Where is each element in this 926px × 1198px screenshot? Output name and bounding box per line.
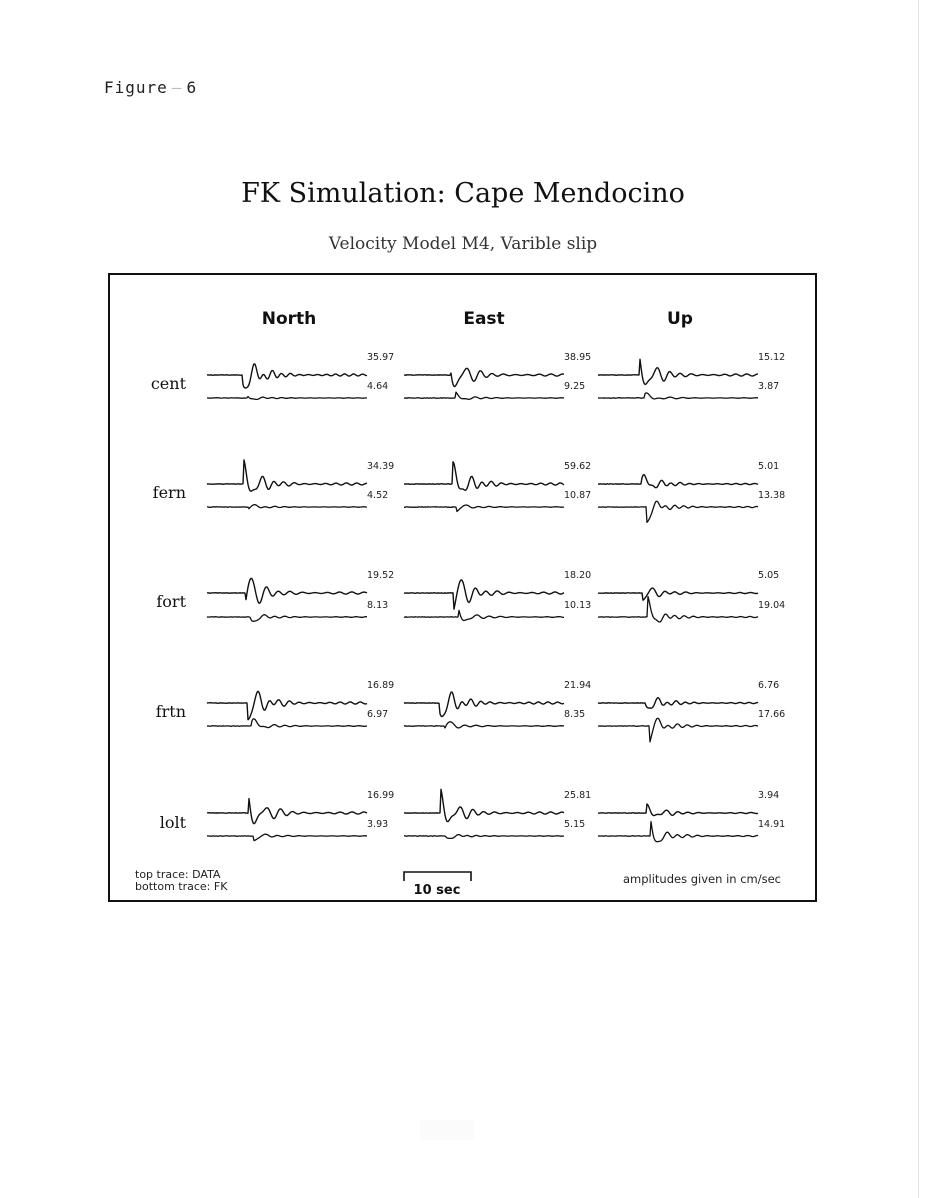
fk-peak-label: 13.38 xyxy=(758,490,786,501)
fk-trace-fern-north xyxy=(207,505,367,509)
amplitude-note: amplitudes given in cm/sec xyxy=(622,872,782,886)
data-trace-cent-up xyxy=(598,359,758,384)
scale-bar-label: 10 sec xyxy=(413,883,461,898)
fk-peak-label: 3.93 xyxy=(367,819,389,830)
fk-trace-fort-north xyxy=(207,615,367,622)
data-peak-label: 19.52 xyxy=(367,570,395,581)
data-peak-label: 6.76 xyxy=(758,680,780,691)
station-label-frtn: frtn xyxy=(155,702,186,721)
fk-trace-fern-up xyxy=(598,501,758,522)
fk-peak-label: 19.04 xyxy=(758,600,786,611)
data-trace-fern-north xyxy=(207,460,367,491)
station-label-cent: cent xyxy=(150,374,186,393)
data-trace-frtn-up xyxy=(598,698,758,709)
data-peak-label: 35.97 xyxy=(367,352,395,363)
fk-trace-fort-east xyxy=(404,610,564,620)
data-peak-label: 34.39 xyxy=(367,461,395,472)
data-peak-label: 5.05 xyxy=(758,570,780,581)
data-peak-label: 16.89 xyxy=(367,680,395,691)
fk-trace-fern-east xyxy=(404,505,564,512)
data-trace-fern-up xyxy=(598,475,758,488)
fk-trace-lolt-east xyxy=(404,835,564,839)
fk-trace-lolt-north xyxy=(207,834,367,840)
fk-trace-fort-up xyxy=(598,597,758,623)
data-trace-fort-up xyxy=(598,588,758,600)
legend-top-trace: top trace: DATA xyxy=(135,868,221,881)
data-peak-label: 59.62 xyxy=(564,461,592,472)
data-trace-cent-east xyxy=(404,368,564,386)
station-label-lolt: lolt xyxy=(159,813,186,832)
fk-peak-label: 10.87 xyxy=(564,490,592,501)
fk-trace-lolt-up xyxy=(598,822,758,842)
data-peak-label: 3.94 xyxy=(758,790,780,801)
data-trace-cent-north xyxy=(207,364,367,388)
data-trace-frtn-north xyxy=(207,691,367,719)
data-trace-fern-east xyxy=(404,462,564,491)
data-trace-lolt-east xyxy=(404,789,564,821)
fk-peak-label: 14.91 xyxy=(758,819,786,830)
data-trace-fort-east xyxy=(404,580,564,609)
fk-trace-cent-north xyxy=(207,397,367,400)
data-trace-lolt-north xyxy=(207,799,367,824)
station-label-fern: fern xyxy=(152,483,186,502)
data-peak-label: 16.99 xyxy=(367,790,395,801)
fk-trace-cent-east xyxy=(404,392,564,399)
data-peak-label: 5.01 xyxy=(758,461,780,472)
fk-trace-frtn-east xyxy=(404,722,564,728)
station-label-fort: fort xyxy=(156,592,186,611)
component-header-north: North xyxy=(261,309,317,329)
fk-peak-label: 9.25 xyxy=(564,381,586,392)
fk-peak-label: 4.64 xyxy=(367,381,389,392)
component-header-up: Up xyxy=(667,309,693,329)
data-peak-label: 15.12 xyxy=(758,352,786,363)
data-peak-label: 38.95 xyxy=(564,352,592,363)
figure-label-dash: – xyxy=(171,78,183,97)
figure-number: 6 xyxy=(186,78,198,97)
data-trace-fort-north xyxy=(207,578,367,603)
data-peak-label: 25.81 xyxy=(564,790,592,801)
fk-peak-label: 17.66 xyxy=(758,709,786,720)
fk-trace-cent-up xyxy=(598,393,758,399)
data-peak-label: 18.20 xyxy=(564,570,592,581)
chart-subtitle: Velocity Model M4, Varible slip xyxy=(328,234,598,254)
component-header-east: East xyxy=(463,309,505,329)
fk-peak-label: 10.13 xyxy=(564,600,592,611)
fk-peak-label: 6.97 xyxy=(367,709,389,720)
scale-bar xyxy=(404,872,471,881)
fk-peak-label: 4.52 xyxy=(367,490,389,501)
fk-peak-label: 8.35 xyxy=(564,709,586,720)
chart-title: FK Simulation: Cape Mendocino xyxy=(241,178,685,209)
fk-peak-label: 3.87 xyxy=(758,381,780,392)
fk-trace-frtn-north xyxy=(207,719,367,728)
fk-peak-label: 8.13 xyxy=(367,600,389,611)
data-trace-lolt-up xyxy=(598,804,758,816)
fk-trace-frtn-up xyxy=(598,718,758,742)
legend-bottom-trace: bottom trace: FK xyxy=(135,880,228,893)
fk-peak-label: 5.15 xyxy=(564,819,586,830)
data-peak-label: 21.94 xyxy=(564,680,592,691)
figure-label-prefix: Figure xyxy=(104,78,168,97)
data-trace-frtn-east xyxy=(404,692,564,717)
